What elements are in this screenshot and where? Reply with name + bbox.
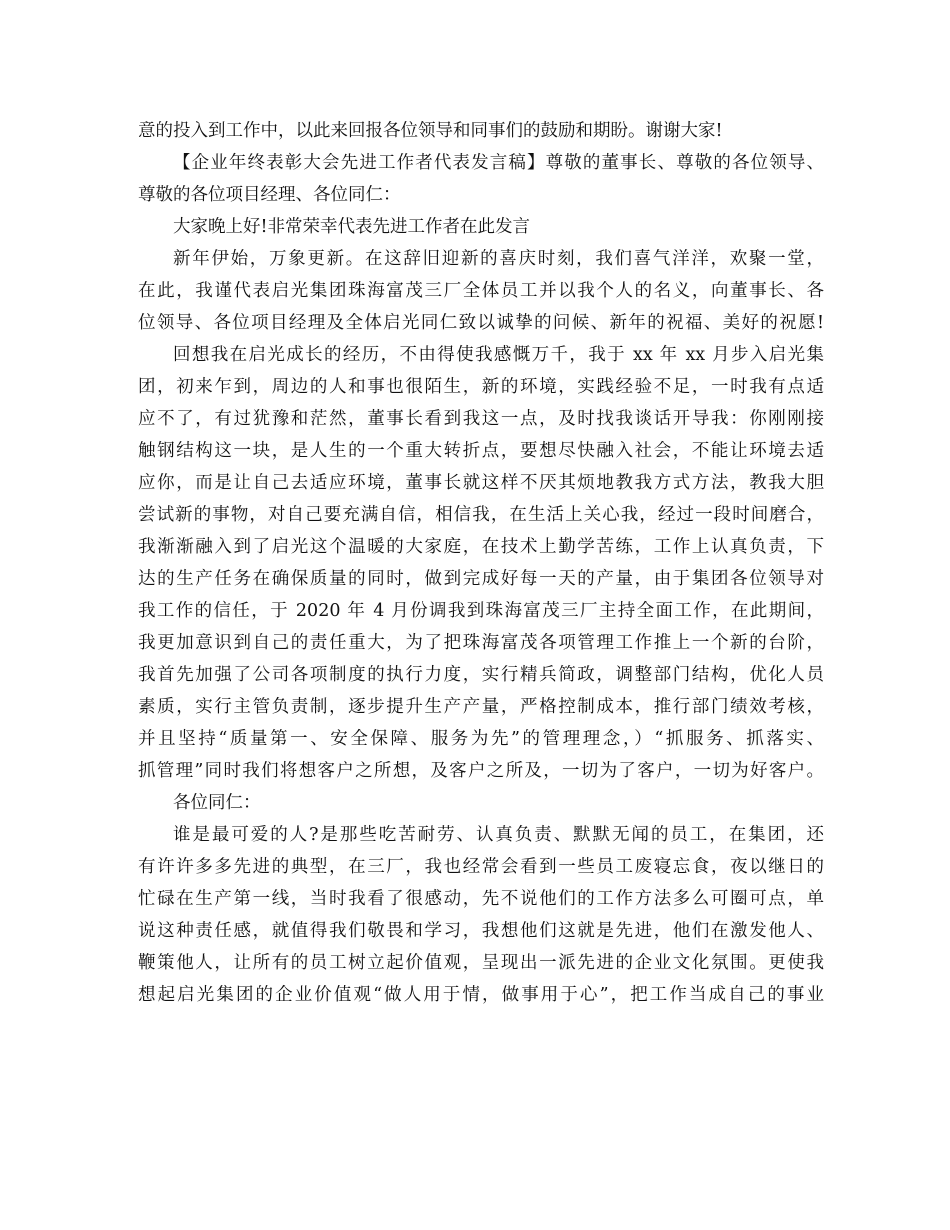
text-line: 有许许多多先进的典型，在三厂，我也经常会看到一些员工废寝忘食，夜以继日的 — [138, 857, 824, 877]
text-line: 意的投入到工作中，以此来回报各位领导和同事们的鼓励和期盼。谢谢大家! — [138, 121, 723, 141]
text-line: 忙碌在生产第一线，当时我看了很感动，先不说他们的工作方法多么可圈可点，单 — [138, 889, 824, 909]
text-line: 回想我在启光成长的经历，不由得使我感慨万千，我于 xx 年 xx 月步入启光集 — [173, 345, 824, 365]
text-line: 我首先加强了公司各项制度的执行力度，实行精兵简政，调整部门结构，优化人员 — [138, 665, 824, 685]
text-line: 想起启光集团的企业价值观“做人用于情，做事用于心”，把工作当成自己的事业 — [138, 985, 824, 1005]
text-line: 并且坚持“质量第一、安全保障、服务为先”的管理理念，）“抓服务、抓落实、 — [138, 729, 824, 749]
text-line: 素质，实行主管负责制，逐步提升生产产量，严格控制成本，推行部门绩效考核， — [138, 697, 824, 717]
text-line: 位领导、各位项目经理及全体启光同仁致以诚挚的问候、新年的祝福、美好的祝愿! — [138, 313, 824, 333]
text-line: 团，初来乍到，周边的人和事也很陌生，新的环境，实践经验不足，一时我有点适 — [138, 377, 824, 397]
text-line: 抓管理”同时我们将想客户之所想，及客户之所及，一切为了客户，一切为好客户。 — [138, 761, 824, 781]
text-line: 鞭策他人，让所有的员工树立起价值观，呈现出一派先进的企业文化氛围。更使我 — [138, 953, 824, 973]
text-line: 大家晚上好!非常荣幸代表先进工作者在此发言 — [173, 217, 531, 237]
text-line: 尊敬的各位项目经理、各位同仁： — [138, 185, 401, 205]
text-line: 在此，我谨代表启光集团珠海富茂三厂全体员工并以我个人的名义，向董事长、各 — [138, 281, 824, 301]
text-line: 达的生产任务在确保质量的同时，做到完成好每一天的产量，由于集团各位领导对 — [138, 569, 824, 589]
text-line: 我渐渐融入到了启光这个温暖的大家庭，在技术上勤学苦练，工作上认真负责，下 — [138, 537, 824, 557]
text-line: 【企业年终表彰大会先进工作者代表发言稿】尊敬的董事长、尊敬的各位领导、 — [173, 153, 824, 173]
text-line: 谁是最可爱的人?是那些吃苦耐劳、认真负责、默默无闻的员工，在集团，还 — [173, 825, 824, 845]
text-line: 我更加意识到自己的责任重大，为了把珠海富茂各项管理工作推上一个新的台阶， — [138, 633, 824, 653]
text-line: 尝试新的事物，对自己要充满自信，相信我，在生活上关心我，经过一段时间磨合， — [138, 505, 824, 525]
text-line: 新年伊始，万象更新。在这辞旧迎新的喜庆时刻，我们喜气洋洋，欢聚一堂， — [173, 249, 824, 269]
text-line: 各位同仁： — [173, 793, 261, 813]
text-line: 我工作的信任，于 2020 年 4 月份调我到珠海富茂三厂主持全面工作，在此期间， — [138, 601, 824, 621]
text-line: 应你，而是让自己去适应环境，董事长就这样不厌其烦地教我方式方法，教我大胆 — [138, 473, 824, 493]
text-line: 应不了，有过犹豫和茫然，董事长看到我这一点，及时找我谈话开导我：你刚刚接 — [138, 409, 824, 429]
text-line: 触钢结构这一块，是人生的一个重大转折点，要想尽快融入社会，不能让环境去适 — [138, 441, 824, 461]
text-line: 说这种责任感，就值得我们敬畏和学习，我想他们这就是先进，他们在激发他人、 — [138, 921, 824, 941]
